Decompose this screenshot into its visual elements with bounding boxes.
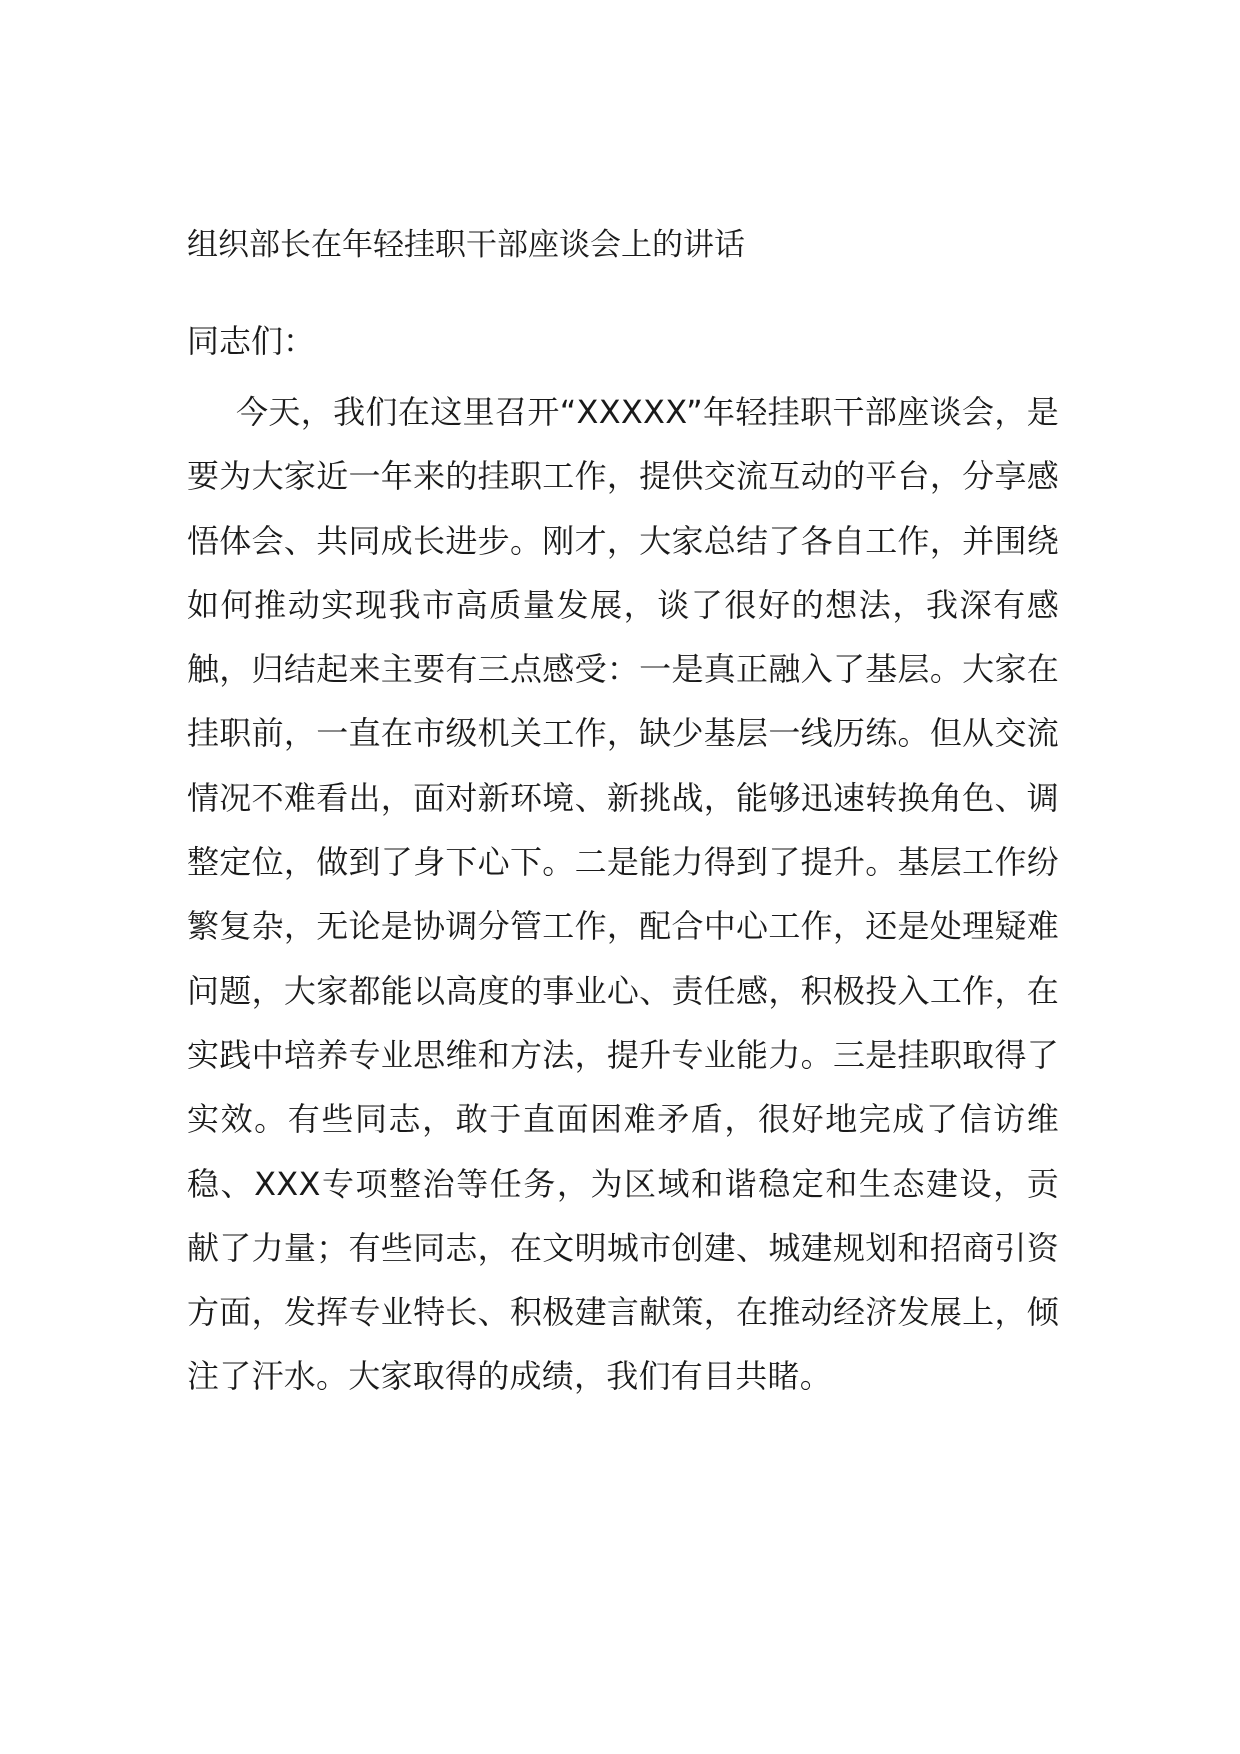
salutation: 同志们： [187,322,316,360]
body-paragraph: 今天，我们在这里召开“XXXXX”年轻挂职干部座谈会，是要为大家近一年来的挂职工作，提供交流互动的平台，分享感悟体会、共同成长进步。刚才，大家总结了各自工作，并围绕如何推动实现我市高质量发展，谈了很好的想法，我深有感触，归结起来主要有三点感受：一是真正融入了基层。大家在挂职前，一直在市级机关工作，缺少基层一线历练。但从交流情况不难看出，面对新环境、新挑战，能够迅速转换角色、调整定位，做到了身下心下。二是能力得到了提升。基层工作纷繁复杂，无论是协调分管工作，配合中心工作，还是处理疑难问题，大家都能以高度的事业心、责任感，积极投入工作，在实践中培养专业思维和方法，提升专业能力。三是挂职取得了实效。有些同志，敢于直面困难矛盾，很好地完成了信访维稳、XXX专项整治等任务，为区域和谐稳定和生态建设，贡献了力量；有些同志，在文明城市创建、城建规划和招商引资方面，发挥专业特长、积极建言献策，在推动经济发展上，倾注了汗水。大家取得的成绩，我们有目共睹。 [187,393,1059,1396]
document-title: 组织部长在年轻挂职干部座谈会上的讲话 [187,227,745,263]
